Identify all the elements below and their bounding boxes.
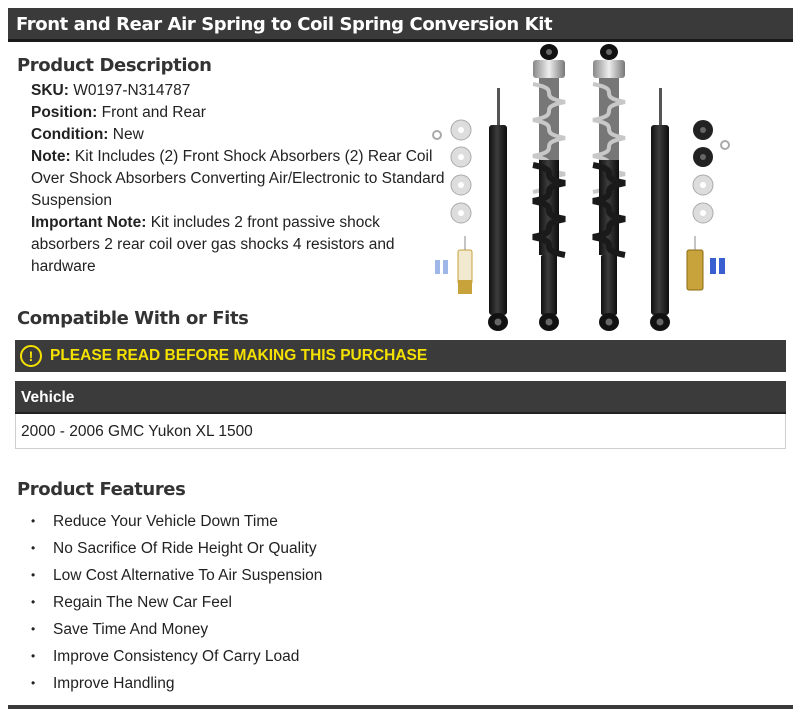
feature-item [31, 643, 322, 670]
important-note-line1: Kit includes 2 front passive shock [150, 214, 380, 231]
vehicle-column-header: Vehicle [15, 381, 786, 414]
feature-text: Regain The New Car Feel [53, 594, 232, 611]
sku-label: SKU: [31, 82, 69, 99]
bullet-icon: • [31, 676, 36, 690]
connectors-right [710, 258, 725, 274]
right-bushings [693, 120, 729, 223]
left-washers [433, 120, 471, 223]
important-note-label: Important Note: [31, 214, 147, 231]
product-description-heading: Product Description [17, 55, 212, 76]
product-image [425, 40, 745, 340]
warning-icon: ! [20, 345, 42, 367]
position-value: Front and Rear [101, 104, 206, 121]
condition-row [31, 124, 481, 146]
note-value-line1: Kit Includes (2) Front Shock Absorbers (2) Rear Coil [74, 148, 433, 165]
purchase-warning-banner [15, 340, 786, 372]
bullet-icon: • [31, 649, 36, 663]
rear-coil-shock-left [533, 44, 565, 331]
note-value-line2: Over Shock Absorbers Converting Air/Electronic to Standard [31, 170, 445, 187]
feature-item [31, 616, 322, 643]
feature-text: Reduce Your Vehicle Down Time [53, 513, 278, 530]
important-note-row [31, 212, 481, 234]
bullet-icon: • [31, 541, 36, 555]
vehicle-table [15, 381, 786, 449]
bullet-icon: • [31, 622, 36, 636]
compatible-heading: Compatible With or Fits [17, 308, 249, 329]
bullet-icon: • [31, 514, 36, 528]
front-shock-right [650, 88, 670, 331]
condition-label: Condition: [31, 126, 109, 143]
page-title: Front and Rear Air Spring to Coil Spring Conversion Kit [8, 8, 793, 42]
feature-text: Improve Handling [53, 675, 175, 692]
note-label: Note: [31, 148, 71, 165]
bullet-icon: • [31, 595, 36, 609]
position-label: Position: [31, 104, 98, 121]
rear-coil-shock-right [593, 44, 625, 331]
position-row [31, 102, 481, 124]
important-note-line3: hardware [31, 258, 96, 275]
connectors-left [435, 260, 448, 274]
front-shock-left [488, 88, 508, 331]
feature-item [31, 562, 322, 589]
note-row [31, 146, 481, 168]
feature-text: No Sacrifice Of Ride Height Or Quality [53, 540, 317, 557]
resistor-right [687, 236, 703, 290]
feature-text: Improve Consistency Of Carry Load [53, 648, 300, 665]
condition-value: New [112, 126, 144, 143]
vehicle-row: 2000 - 2006 GMC Yukon XL 1500 [15, 414, 786, 449]
feature-item [31, 670, 322, 697]
feature-item [31, 589, 322, 616]
feature-item [31, 508, 322, 535]
feature-text: Low Cost Alternative To Air Suspension [53, 567, 323, 584]
product-features-heading: Product Features [17, 479, 186, 500]
important-note-line2: absorbers 2 rear coil over gas shocks 4 resistors and [31, 236, 395, 253]
sku-row [31, 80, 481, 102]
sku-value: W0197-N314787 [73, 82, 191, 99]
warning-text: PLEASE READ BEFORE MAKING THIS PURCHASE [50, 347, 428, 364]
note-value-line3: Suspension [31, 192, 113, 209]
bottom-divider [8, 705, 793, 709]
feature-text: Save Time And Money [53, 621, 209, 638]
product-description [31, 80, 481, 278]
features-list [31, 508, 322, 697]
feature-item [31, 535, 322, 562]
bullet-icon: • [31, 568, 36, 582]
resistor-left [458, 236, 472, 294]
